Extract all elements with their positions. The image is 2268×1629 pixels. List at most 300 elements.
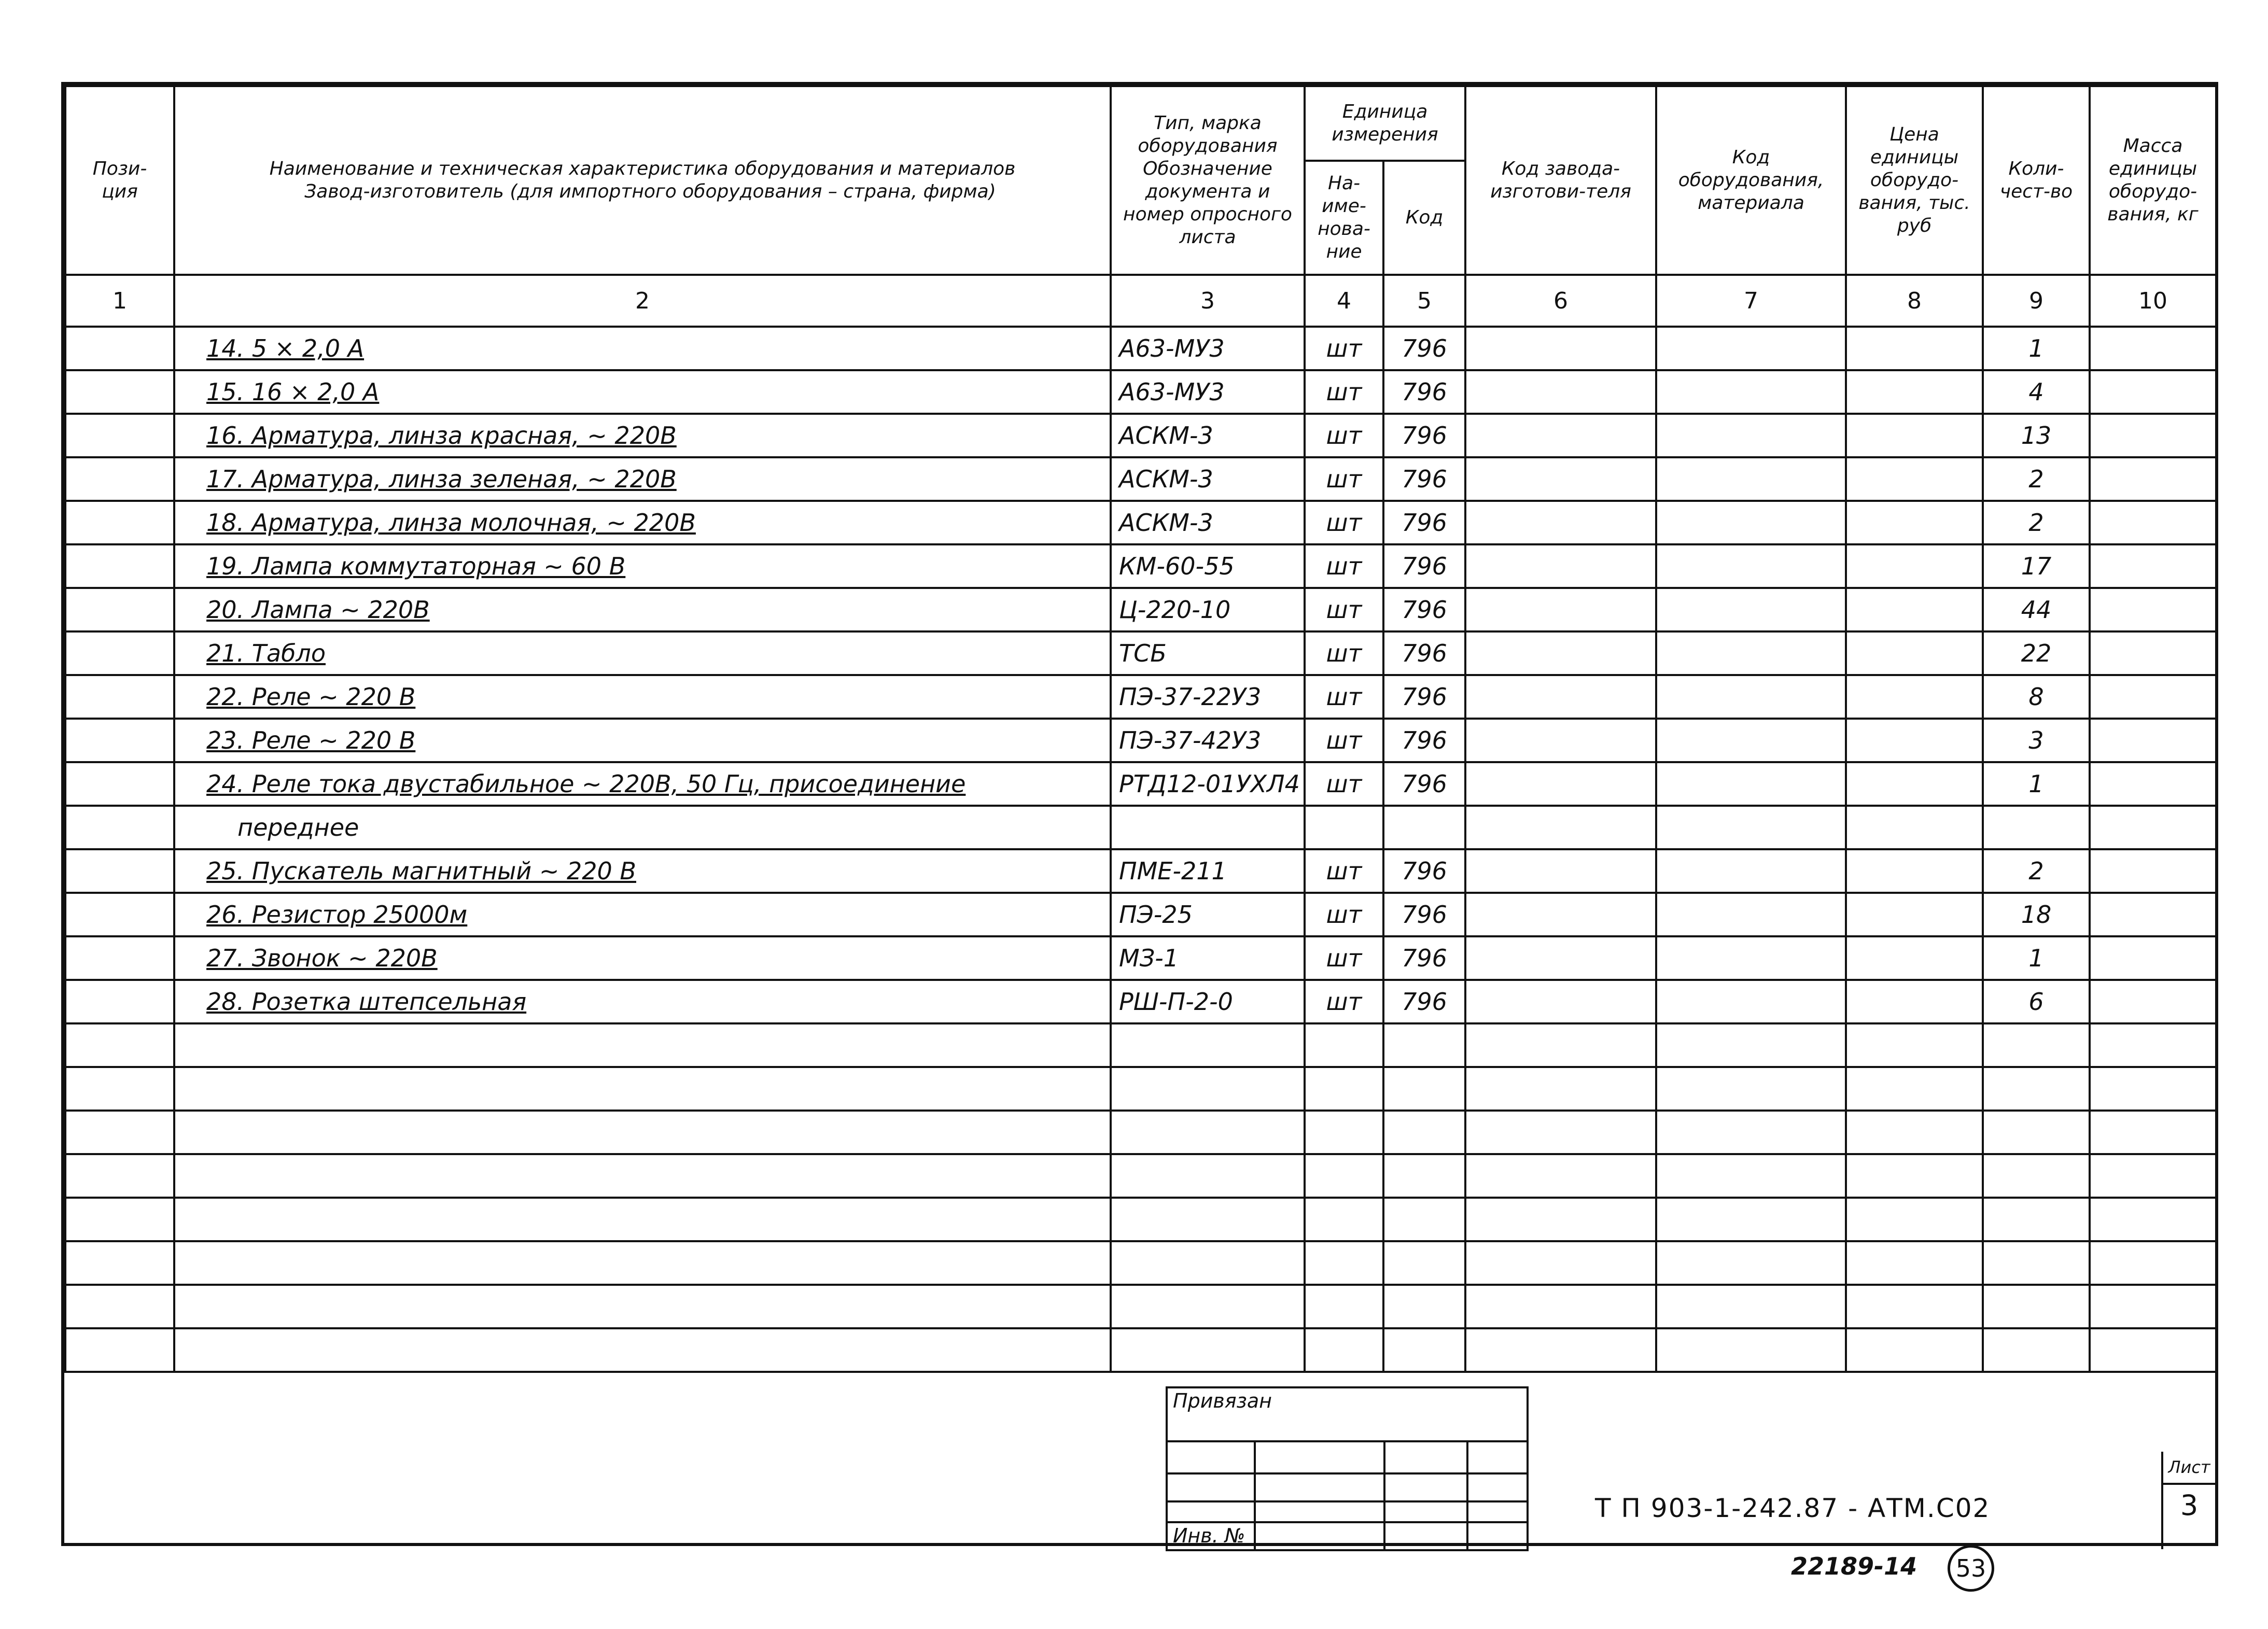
cell-pos (65, 457, 174, 501)
binding-stamp (1166, 1386, 1529, 1551)
cell-pos (65, 631, 174, 675)
column-numbers-row (65, 275, 2216, 327)
cell-pos (65, 588, 174, 631)
cell-name (174, 1285, 1111, 1328)
header-name-line2: Завод-изготовитель (для импортного оборудования – страна, фирма) (304, 181, 996, 202)
table-row (65, 1241, 2216, 1285)
col-number: 6 (1465, 275, 1656, 327)
cell-qty (1983, 1023, 2090, 1067)
cell-type (1111, 1154, 1305, 1198)
item-name: 19. Лампа коммутаторная ~ 60 В (206, 552, 626, 580)
cell-equip (1656, 327, 1846, 370)
col-number: 9 (1983, 275, 2090, 327)
cell-mass (2090, 1023, 2216, 1067)
cell-qty: 1 (1983, 327, 2090, 370)
cell-unit: шт (1305, 544, 1383, 588)
cell-unit (1305, 1154, 1383, 1198)
cell-name (174, 631, 1111, 675)
header-unit: Единица измерения (1305, 86, 1465, 161)
cell-equip (1656, 1241, 1846, 1285)
cell-equip (1656, 457, 1846, 501)
cell-equip (1656, 501, 1846, 544)
cell-type: ПЭ-37-42У3 (1111, 719, 1305, 762)
cell-name (174, 1198, 1111, 1241)
cell-pos (65, 675, 174, 719)
cell-code: 796 (1383, 588, 1465, 631)
cell-qty: 4 (1983, 370, 2090, 414)
cell-code (1383, 1111, 1465, 1154)
cell-equip (1656, 849, 1846, 893)
cell-pos (65, 544, 174, 588)
table-row (65, 675, 2216, 719)
cell-code: 796 (1383, 631, 1465, 675)
cell-name (174, 1328, 1111, 1372)
table-row (65, 719, 2216, 762)
cell-price (1846, 1111, 1983, 1154)
item-name: 14. 5 × 2,0 А (206, 334, 365, 362)
cell-factory (1465, 1154, 1656, 1198)
cell-price (1846, 544, 1983, 588)
cell-name (174, 936, 1111, 980)
cell-unit: шт (1305, 588, 1383, 631)
table-row (65, 414, 2216, 457)
cell-pos (65, 327, 174, 370)
cell-code (1383, 1023, 1465, 1067)
archive-number: 22189-14 (1791, 1552, 1917, 1580)
cell-qty: 2 (1983, 457, 2090, 501)
cell-pos (65, 893, 174, 936)
col-number: 5 (1383, 275, 1465, 327)
table-row (65, 762, 2216, 806)
cell-qty: 13 (1983, 414, 2090, 457)
cell-pos (65, 1328, 174, 1372)
cell-factory (1465, 1328, 1656, 1372)
cell-equip (1656, 1154, 1846, 1198)
cell-price (1846, 1067, 1983, 1111)
specification-table (64, 85, 2217, 1373)
cell-qty: 2 (1983, 849, 2090, 893)
cell-factory (1465, 414, 1656, 457)
cell-mass (2090, 1111, 2216, 1154)
cell-price (1846, 762, 1983, 806)
cell-code: 796 (1383, 675, 1465, 719)
cell-type (1111, 1241, 1305, 1285)
item-name: 25. Пускатель магнитный ~ 220 В (206, 857, 636, 885)
cell-pos (65, 849, 174, 893)
cell-type: АСКМ-3 (1111, 501, 1305, 544)
cell-qty: 1 (1983, 762, 2090, 806)
table-row (65, 980, 2216, 1023)
cell-unit: шт (1305, 980, 1383, 1023)
cell-equip (1656, 980, 1846, 1023)
cell-equip (1656, 1023, 1846, 1067)
cell-name (174, 370, 1111, 414)
sheet-label: Лист (2163, 1452, 2215, 1485)
header-type: Тип, марка оборудования Обозначение документа и номер опросного листа (1111, 86, 1305, 275)
cell-price (1846, 457, 1983, 501)
cell-factory (1465, 675, 1656, 719)
cell-qty (1983, 806, 2090, 849)
cell-factory (1465, 1111, 1656, 1154)
item-name: 26. Резистор 25000м (206, 901, 468, 929)
cell-price (1846, 675, 1983, 719)
cell-name (174, 544, 1111, 588)
item-name: 23. Реле ~ 220 В (206, 726, 416, 754)
col-number: 4 (1305, 275, 1383, 327)
item-name: 21. Табло (206, 639, 326, 667)
cell-name (174, 1067, 1111, 1111)
cell-qty: 18 (1983, 893, 2090, 936)
table-row (65, 936, 2216, 980)
cell-mass (2090, 980, 2216, 1023)
cell-mass (2090, 457, 2216, 501)
cell-factory (1465, 631, 1656, 675)
cell-pos (65, 980, 174, 1023)
cell-unit: шт (1305, 457, 1383, 501)
cell-equip (1656, 631, 1846, 675)
cell-code (1383, 1198, 1465, 1241)
cell-type: АСКМ-3 (1111, 457, 1305, 501)
cell-mass (2090, 544, 2216, 588)
cell-name (174, 1111, 1111, 1154)
cell-unit: шт (1305, 675, 1383, 719)
cell-type: ПЭ-25 (1111, 893, 1305, 936)
stamp-inventory: Инв. № (1173, 1524, 1245, 1547)
table-row (65, 631, 2216, 675)
cell-name (174, 762, 1111, 806)
cell-qty: 17 (1983, 544, 2090, 588)
cell-type: ПЭ-37-22У3 (1111, 675, 1305, 719)
item-name: 20. Лампа ~ 220В (206, 596, 430, 624)
cell-code (1383, 1241, 1465, 1285)
cell-mass (2090, 501, 2216, 544)
cell-unit (1305, 1023, 1383, 1067)
drawing-sheet (61, 82, 2218, 1546)
cell-unit: шт (1305, 501, 1383, 544)
sheet-number-box (2161, 1452, 2215, 1549)
cell-price (1846, 501, 1983, 544)
table-row (65, 1285, 2216, 1328)
cell-type: ТСБ (1111, 631, 1305, 675)
cell-type (1111, 1067, 1305, 1111)
item-name: 28. Розетка штепсельная (206, 988, 527, 1016)
cell-name (174, 1023, 1111, 1067)
header-unit-code: Код (1383, 161, 1465, 275)
cell-code (1383, 1285, 1465, 1328)
cell-name (174, 588, 1111, 631)
cell-unit (1305, 1198, 1383, 1241)
cell-price (1846, 980, 1983, 1023)
header-mass: Масса единицы оборудо-вания, кг (2090, 86, 2216, 275)
cell-name (174, 501, 1111, 544)
cell-code: 796 (1383, 893, 1465, 936)
cell-price (1846, 414, 1983, 457)
cell-equip (1656, 936, 1846, 980)
cell-qty: 44 (1983, 588, 2090, 631)
table-row (65, 1067, 2216, 1111)
cell-code: 796 (1383, 327, 1465, 370)
table-row (65, 1023, 2216, 1067)
item-name: 22. Реле ~ 220 В (206, 683, 416, 711)
cell-pos (65, 762, 174, 806)
col-number: 10 (2090, 275, 2216, 327)
cell-name (174, 719, 1111, 762)
cell-unit: шт (1305, 762, 1383, 806)
cell-mass (2090, 588, 2216, 631)
cell-factory (1465, 893, 1656, 936)
cell-pos (65, 1111, 174, 1154)
cell-unit: шт (1305, 849, 1383, 893)
cell-qty: 3 (1983, 719, 2090, 762)
col-number: 7 (1656, 275, 1846, 327)
item-name: 16. Арматура, линза красная, ~ 220В (206, 422, 677, 450)
cell-unit (1305, 1328, 1383, 1372)
cell-factory (1465, 849, 1656, 893)
table-row (65, 1111, 2216, 1154)
cell-mass (2090, 719, 2216, 762)
cell-equip (1656, 370, 1846, 414)
cell-mass (2090, 1241, 2216, 1285)
cell-qty (1983, 1154, 2090, 1198)
cell-type: А63-МУ3 (1111, 370, 1305, 414)
cell-code: 796 (1383, 980, 1465, 1023)
cell-code (1383, 1154, 1465, 1198)
cell-unit (1305, 1067, 1383, 1111)
cell-factory (1465, 457, 1656, 501)
cell-pos (65, 806, 174, 849)
cell-qty: 6 (1983, 980, 2090, 1023)
cell-pos (65, 1285, 174, 1328)
cell-code: 796 (1383, 544, 1465, 588)
cell-price (1846, 1328, 1983, 1372)
cell-code: 796 (1383, 501, 1465, 544)
cell-unit: шт (1305, 893, 1383, 936)
item-name: 27. Звонок ~ 220В (206, 944, 438, 972)
cell-unit: шт (1305, 370, 1383, 414)
cell-unit: шт (1305, 719, 1383, 762)
cell-qty (1983, 1198, 2090, 1241)
cell-factory (1465, 327, 1656, 370)
cell-mass (2090, 1067, 2216, 1111)
cell-equip (1656, 893, 1846, 936)
cell-type (1111, 1285, 1305, 1328)
cell-unit: шт (1305, 327, 1383, 370)
cell-qty (1983, 1328, 2090, 1372)
cell-pos (65, 1198, 174, 1241)
cell-qty (1983, 1241, 2090, 1285)
cell-code (1383, 1328, 1465, 1372)
cell-unit (1305, 1285, 1383, 1328)
cell-qty (1983, 1111, 2090, 1154)
cell-price (1846, 849, 1983, 893)
cell-qty: 1 (1983, 936, 2090, 980)
cell-equip (1656, 544, 1846, 588)
cell-code (1383, 806, 1465, 849)
cell-equip (1656, 719, 1846, 762)
cell-code: 796 (1383, 719, 1465, 762)
cell-code (1383, 1067, 1465, 1111)
cell-price (1846, 588, 1983, 631)
cell-price (1846, 893, 1983, 936)
header-name (174, 86, 1111, 275)
table-row (65, 370, 2216, 414)
header-factory-code: Код завода-изготови-теля (1465, 86, 1656, 275)
cell-price (1846, 936, 1983, 980)
item-name: переднее (237, 813, 359, 841)
cell-type: РШ-П-2-0 (1111, 980, 1305, 1023)
cell-factory (1465, 1198, 1656, 1241)
cell-factory (1465, 1285, 1656, 1328)
cell-type (1111, 1111, 1305, 1154)
table-row (65, 1154, 2216, 1198)
cell-mass (2090, 1328, 2216, 1372)
cell-price (1846, 1285, 1983, 1328)
item-name: 24. Реле тока двустабильное ~ 220В, 50 Гц, присоединение (206, 770, 966, 798)
cell-factory (1465, 501, 1656, 544)
table-row (65, 501, 2216, 544)
cell-equip (1656, 675, 1846, 719)
header-equipment-code: Код оборудования, материала (1656, 86, 1846, 275)
cell-price (1846, 1154, 1983, 1198)
cell-pos (65, 1067, 174, 1111)
cell-name (174, 806, 1111, 849)
cell-price (1846, 1198, 1983, 1241)
cell-mass (2090, 675, 2216, 719)
table-row (65, 588, 2216, 631)
col-number: 8 (1846, 275, 1983, 327)
cell-unit: шт (1305, 631, 1383, 675)
cell-type (1111, 806, 1305, 849)
cell-qty: 8 (1983, 675, 2090, 719)
cell-mass (2090, 327, 2216, 370)
cell-factory (1465, 719, 1656, 762)
cell-unit (1305, 1111, 1383, 1154)
cell-price (1846, 631, 1983, 675)
cell-type: МЗ-1 (1111, 936, 1305, 980)
cell-price (1846, 806, 1983, 849)
header-quantity: Коли-чест-во (1983, 86, 2090, 275)
table-row (65, 327, 2216, 370)
cell-factory (1465, 588, 1656, 631)
cell-pos (65, 414, 174, 457)
cell-qty: 2 (1983, 501, 2090, 544)
col-number: 2 (174, 275, 1111, 327)
cell-qty (1983, 1285, 2090, 1328)
cell-code: 796 (1383, 849, 1465, 893)
cell-name (174, 980, 1111, 1023)
cell-equip (1656, 1328, 1846, 1372)
table-row (65, 849, 2216, 893)
cell-pos (65, 1241, 174, 1285)
cell-name (174, 1154, 1111, 1198)
cell-name (174, 457, 1111, 501)
cell-unit: шт (1305, 936, 1383, 980)
cell-equip (1656, 762, 1846, 806)
cell-mass (2090, 936, 2216, 980)
cell-code: 796 (1383, 414, 1465, 457)
table-row (65, 806, 2216, 849)
cell-pos (65, 1023, 174, 1067)
table-row (65, 544, 2216, 588)
document-code: Т П 903-1-242.87 - АТМ.С02 (1595, 1493, 1991, 1523)
cell-pos (65, 501, 174, 544)
cell-code: 796 (1383, 457, 1465, 501)
item-name: 15. 16 × 2,0 А (206, 378, 380, 406)
cell-name (174, 414, 1111, 457)
cell-factory (1465, 1023, 1656, 1067)
cell-factory (1465, 980, 1656, 1023)
cell-type: КМ-60-55 (1111, 544, 1305, 588)
cell-mass (2090, 414, 2216, 457)
table-body (65, 327, 2216, 1372)
cell-price (1846, 1023, 1983, 1067)
cell-name (174, 327, 1111, 370)
cell-unit (1305, 806, 1383, 849)
cell-mass (2090, 893, 2216, 936)
header-position: Пози- ция (65, 86, 174, 275)
cell-factory (1465, 762, 1656, 806)
header-unit-name: На-име-нова-ние (1305, 161, 1383, 275)
cell-code: 796 (1383, 370, 1465, 414)
cell-unit (1305, 1241, 1383, 1285)
cell-type: РТД12-01УХЛ4 (1111, 762, 1305, 806)
table-row (65, 893, 2216, 936)
cell-mass (2090, 849, 2216, 893)
cell-pos (65, 370, 174, 414)
cell-equip (1656, 1067, 1846, 1111)
cell-type: Ц-220-10 (1111, 588, 1305, 631)
cell-name (174, 675, 1111, 719)
cell-pos (65, 719, 174, 762)
cell-code: 796 (1383, 936, 1465, 980)
cell-name (174, 1241, 1111, 1285)
cell-equip (1656, 1198, 1846, 1241)
col-number: 3 (1111, 275, 1305, 327)
cell-name (174, 893, 1111, 936)
cell-price (1846, 1241, 1983, 1285)
cell-price (1846, 327, 1983, 370)
cell-pos (65, 1154, 174, 1198)
table-row (65, 1328, 2216, 1372)
cell-factory (1465, 936, 1656, 980)
cell-equip (1656, 588, 1846, 631)
cell-type: ПМЕ-211 (1111, 849, 1305, 893)
cell-factory (1465, 370, 1656, 414)
cell-qty: 22 (1983, 631, 2090, 675)
table-row (65, 457, 2216, 501)
stamp-title: Привязан (1173, 1389, 1272, 1412)
cell-mass (2090, 1198, 2216, 1241)
cell-price (1846, 370, 1983, 414)
cell-equip (1656, 806, 1846, 849)
cell-mass (2090, 762, 2216, 806)
cell-type (1111, 1328, 1305, 1372)
cell-factory (1465, 544, 1656, 588)
cell-qty (1983, 1067, 2090, 1111)
cell-name (174, 849, 1111, 893)
header-name-line1: Наименование и техническая характеристика оборудования и материалов (269, 158, 1016, 179)
header-price: Цена единицы оборудо-вания, тыс. руб (1846, 86, 1983, 275)
cell-factory (1465, 806, 1656, 849)
circled-number: 53 (1948, 1545, 1994, 1592)
cell-mass (2090, 806, 2216, 849)
cell-factory (1465, 1067, 1656, 1111)
item-name: 18. Арматура, линза молочная, ~ 220В (206, 509, 696, 537)
cell-equip (1656, 414, 1846, 457)
sheet-number: 3 (2180, 1489, 2199, 1522)
item-name: 17. Арматура, линза зеленая, ~ 220В (206, 465, 677, 493)
cell-mass (2090, 1154, 2216, 1198)
